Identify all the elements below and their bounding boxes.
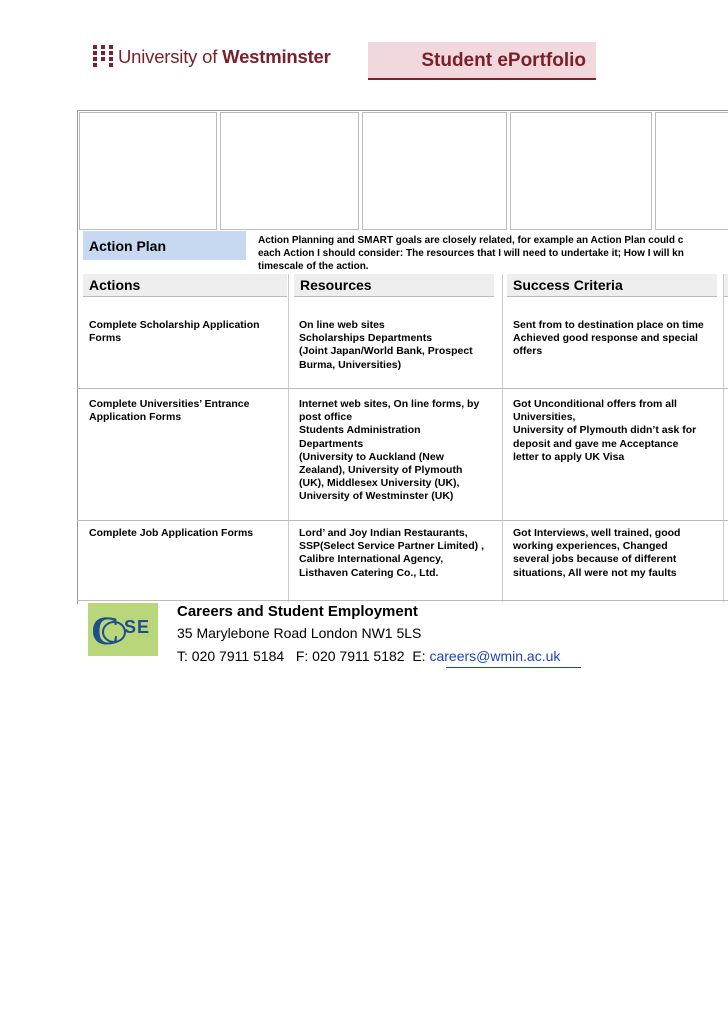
- footer-contact: T: 020 7911 5184 F: 020 7911 5182 E: careers@wmin.ac.uk: [177, 648, 561, 664]
- column-header-success: Success Criteria: [507, 274, 717, 297]
- email-link[interactable]: careers@wmin.ac.uk: [429, 648, 561, 664]
- case-logo: C SE: [88, 603, 158, 656]
- column-header-resources: Resources: [294, 274, 494, 297]
- table-row-3-success: Got Interviews, well trained, good working experiences, Changed several jobs because of different situations, All were not my faults: [513, 527, 681, 579]
- column-header-actions: Actions: [83, 274, 287, 297]
- action-plan-intro: Action Planning and SMART goals are closely related, for example an Action Plan could c each Action I should consider: The resources that I will need to undertake it; How I will kn timescale of the action.: [258, 235, 684, 272]
- row-divider: [77, 600, 728, 601]
- table-row-2-resources: Internet web sites, On line forms, by post office Students Administration Departments (University to Auckland (New Zealand), University of Plymouth (UK), Middlesex University (UK), University of Westminster (UK): [299, 398, 480, 503]
- table-row-1-success: Sent from to destination place on time Achieved good response and special offers: [513, 319, 704, 358]
- table-row-3-resources: Lord’ and Joy Indian Restaurants, SSP(Select Service Partner Limited) , Calibre International Agency, Listhaven Catering Co., Ltd.: [299, 527, 484, 579]
- portfolio-banner: [368, 42, 596, 80]
- action-plan-label: Action Plan: [83, 231, 246, 260]
- blank-cell: [220, 112, 359, 230]
- blank-cell: [655, 112, 728, 230]
- table-row-2-action: Complete Universities’ Entrance Application Forms: [89, 398, 250, 424]
- email-underline: [446, 667, 581, 668]
- university-name: University of Westminster: [118, 46, 331, 67]
- column-divider: [723, 274, 724, 602]
- westminster-logo-icon: [93, 45, 113, 67]
- table-row-1-action: Complete Scholarship Application Forms: [89, 319, 260, 345]
- document-header: [82, 38, 596, 80]
- table-row-2-success: Got Unconditional offers from all Universities, University of Plymouth didn’t ask for deposit and gave me Acceptance letter to apply UK Visa: [513, 398, 697, 463]
- blank-cell: [362, 112, 507, 230]
- column-divider: [288, 274, 289, 602]
- column-divider: [502, 274, 503, 602]
- table-row-3-action: Complete Job Application Forms: [89, 527, 254, 539]
- footer-title: Careers and Student Employment: [177, 603, 418, 620]
- blank-cell: [79, 112, 217, 230]
- table-row-1-resources: On line web sites Scholarships Departments (Joint Japan/World Bank, Prospect Burma, Universities): [299, 319, 473, 371]
- blank-cell: [510, 112, 652, 230]
- row-divider: [77, 388, 728, 389]
- portfolio-title: Student ePortfolio: [421, 50, 586, 71]
- row-divider: [77, 520, 728, 521]
- footer-address: 35 Marylebone Road London NW1 5LS: [177, 625, 422, 641]
- column-header-extra: [724, 274, 728, 297]
